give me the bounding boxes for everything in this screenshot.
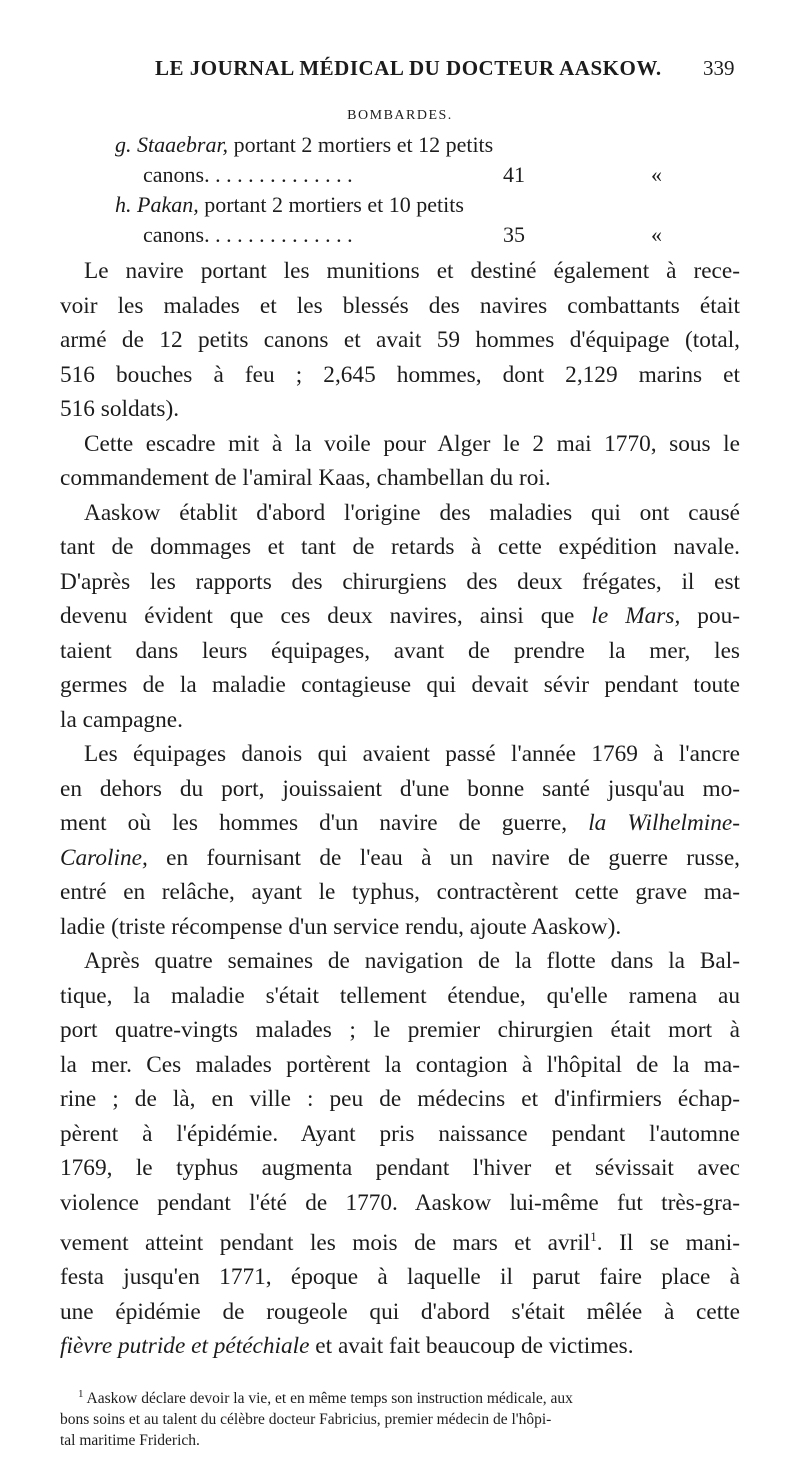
ship-entry <box>115 130 675 190</box>
ship-list <box>115 130 675 250</box>
footnote-reference: 1 <box>590 1229 597 1244</box>
entry-leader: canons. . . . . . . . . . . . . . <box>143 222 353 247</box>
paragraph: Après quatre semaines de navigation de la flotte dans la Bal- tique, la maladie s'était tellement étendue, qu'elle ramena au port quatre-vingts malades ; le premier chirurgien était mort à la mer. Ces malades portèrent la contagion à l'hôpital de la ma- rine ; de là, en ville : peu de médecins et d'infirmiers échap- pèrent à l'épidémie. Ayant pris naissance pendant l'automne 1769, le typhus augmenta pendant l'hiver et sévissait avec violence pendant l'été de 1770. Aaskow lui-même fut très-gra- vement atteint pendant les mois de mars et avril$^1$. Il se mani- festa jusqu'en 1771, époque à laquelle il parut faire place à une épidémie de rougeole qui d'abord s'était mêlée à cette fièvre putride et pétéchiale et avait fait beaucoup de victimes. <box>60 948 740 1360</box>
section-title: BOMBARDES. <box>347 108 453 123</box>
entry-count: 35 <box>503 222 525 247</box>
page-number: 339 <box>703 56 735 80</box>
entry-description: portant 2 mortiers et 10 petits <box>198 192 464 217</box>
ship-name: le Mars, <box>591 603 681 629</box>
ship-name: Caroline, <box>60 844 148 871</box>
paragraph: Aaskow établit d'abord l'origine des maladies qui ont causé tant de dommages et tant de retards à cette expédition navale. D'après les rapports des chirurgiens des deux frégates, il est devenu évident que ces deux navires, ainsi que le Mars, pou- taient dans leurs équipages, avant de prendre la mer, les germes de la maladie contagieuse qui devait sévir pendant toute la campagne. <box>60 499 741 733</box>
paragraph: Le navire portant les munitions et destiné également à rece- voir les malades et les blessés des navires combattants était armé de 12 petits canons et avait 59 hommes d'équipage (total, 516 bouches à feu ; 2,645 hommes, dont 2,129 marins et 516 soldats). <box>60 258 740 422</box>
entry-letter: g. <box>115 132 132 157</box>
ditto-mark: « <box>651 222 662 247</box>
footnote-number: 1 <box>78 1388 84 1400</box>
footnote: $^1$ Aaskow déclare devoir la vie, et en même temps son instruction médicale, aux bons soins et au talent du célèbre docteur Fabricius, premier médecin de l'hôpi- tal maritime Friderich. <box>60 1388 573 1450</box>
ship-entry <box>115 190 675 250</box>
running-title: LE JOURNAL MÉDICAL DU DOCTEUR AASKOW. <box>155 56 662 80</box>
body-text <box>60 254 740 1364</box>
paragraph: Les équipages danois qui avaient passé l'année 1769 à l'ancre en dehors du port, jouissaient d'une bonne santé jusqu'au mo- ment où les hommes d'un navire de guerre, la Wilhelmine- Caroline, en fournisant de l'eau à un navire de guerre russe, entré en relâche, ayant le typhus, contractèrent cette grave ma- ladie (triste récompense d'un service rendu, ajoute Aaskow). <box>60 741 740 940</box>
ship-name: Pakan, <box>137 192 199 217</box>
entry-description: portant 2 mortiers et 12 petits <box>228 132 494 157</box>
paragraph: Cette escadre mit à la voile pour Alger le 2 mai 1770, sous le commandement de l'amiral Kaas, chambellan du roi. <box>60 430 740 491</box>
entry-count: 41 <box>503 162 525 187</box>
ship-name: la Wilhelmine- <box>588 810 740 836</box>
entry-leader: canons. . . . . . . . . . . . . . <box>143 162 353 187</box>
ditto-mark: « <box>651 162 662 187</box>
entry-letter: h. <box>115 192 132 217</box>
ship-name: Staaebrar, <box>137 132 229 157</box>
